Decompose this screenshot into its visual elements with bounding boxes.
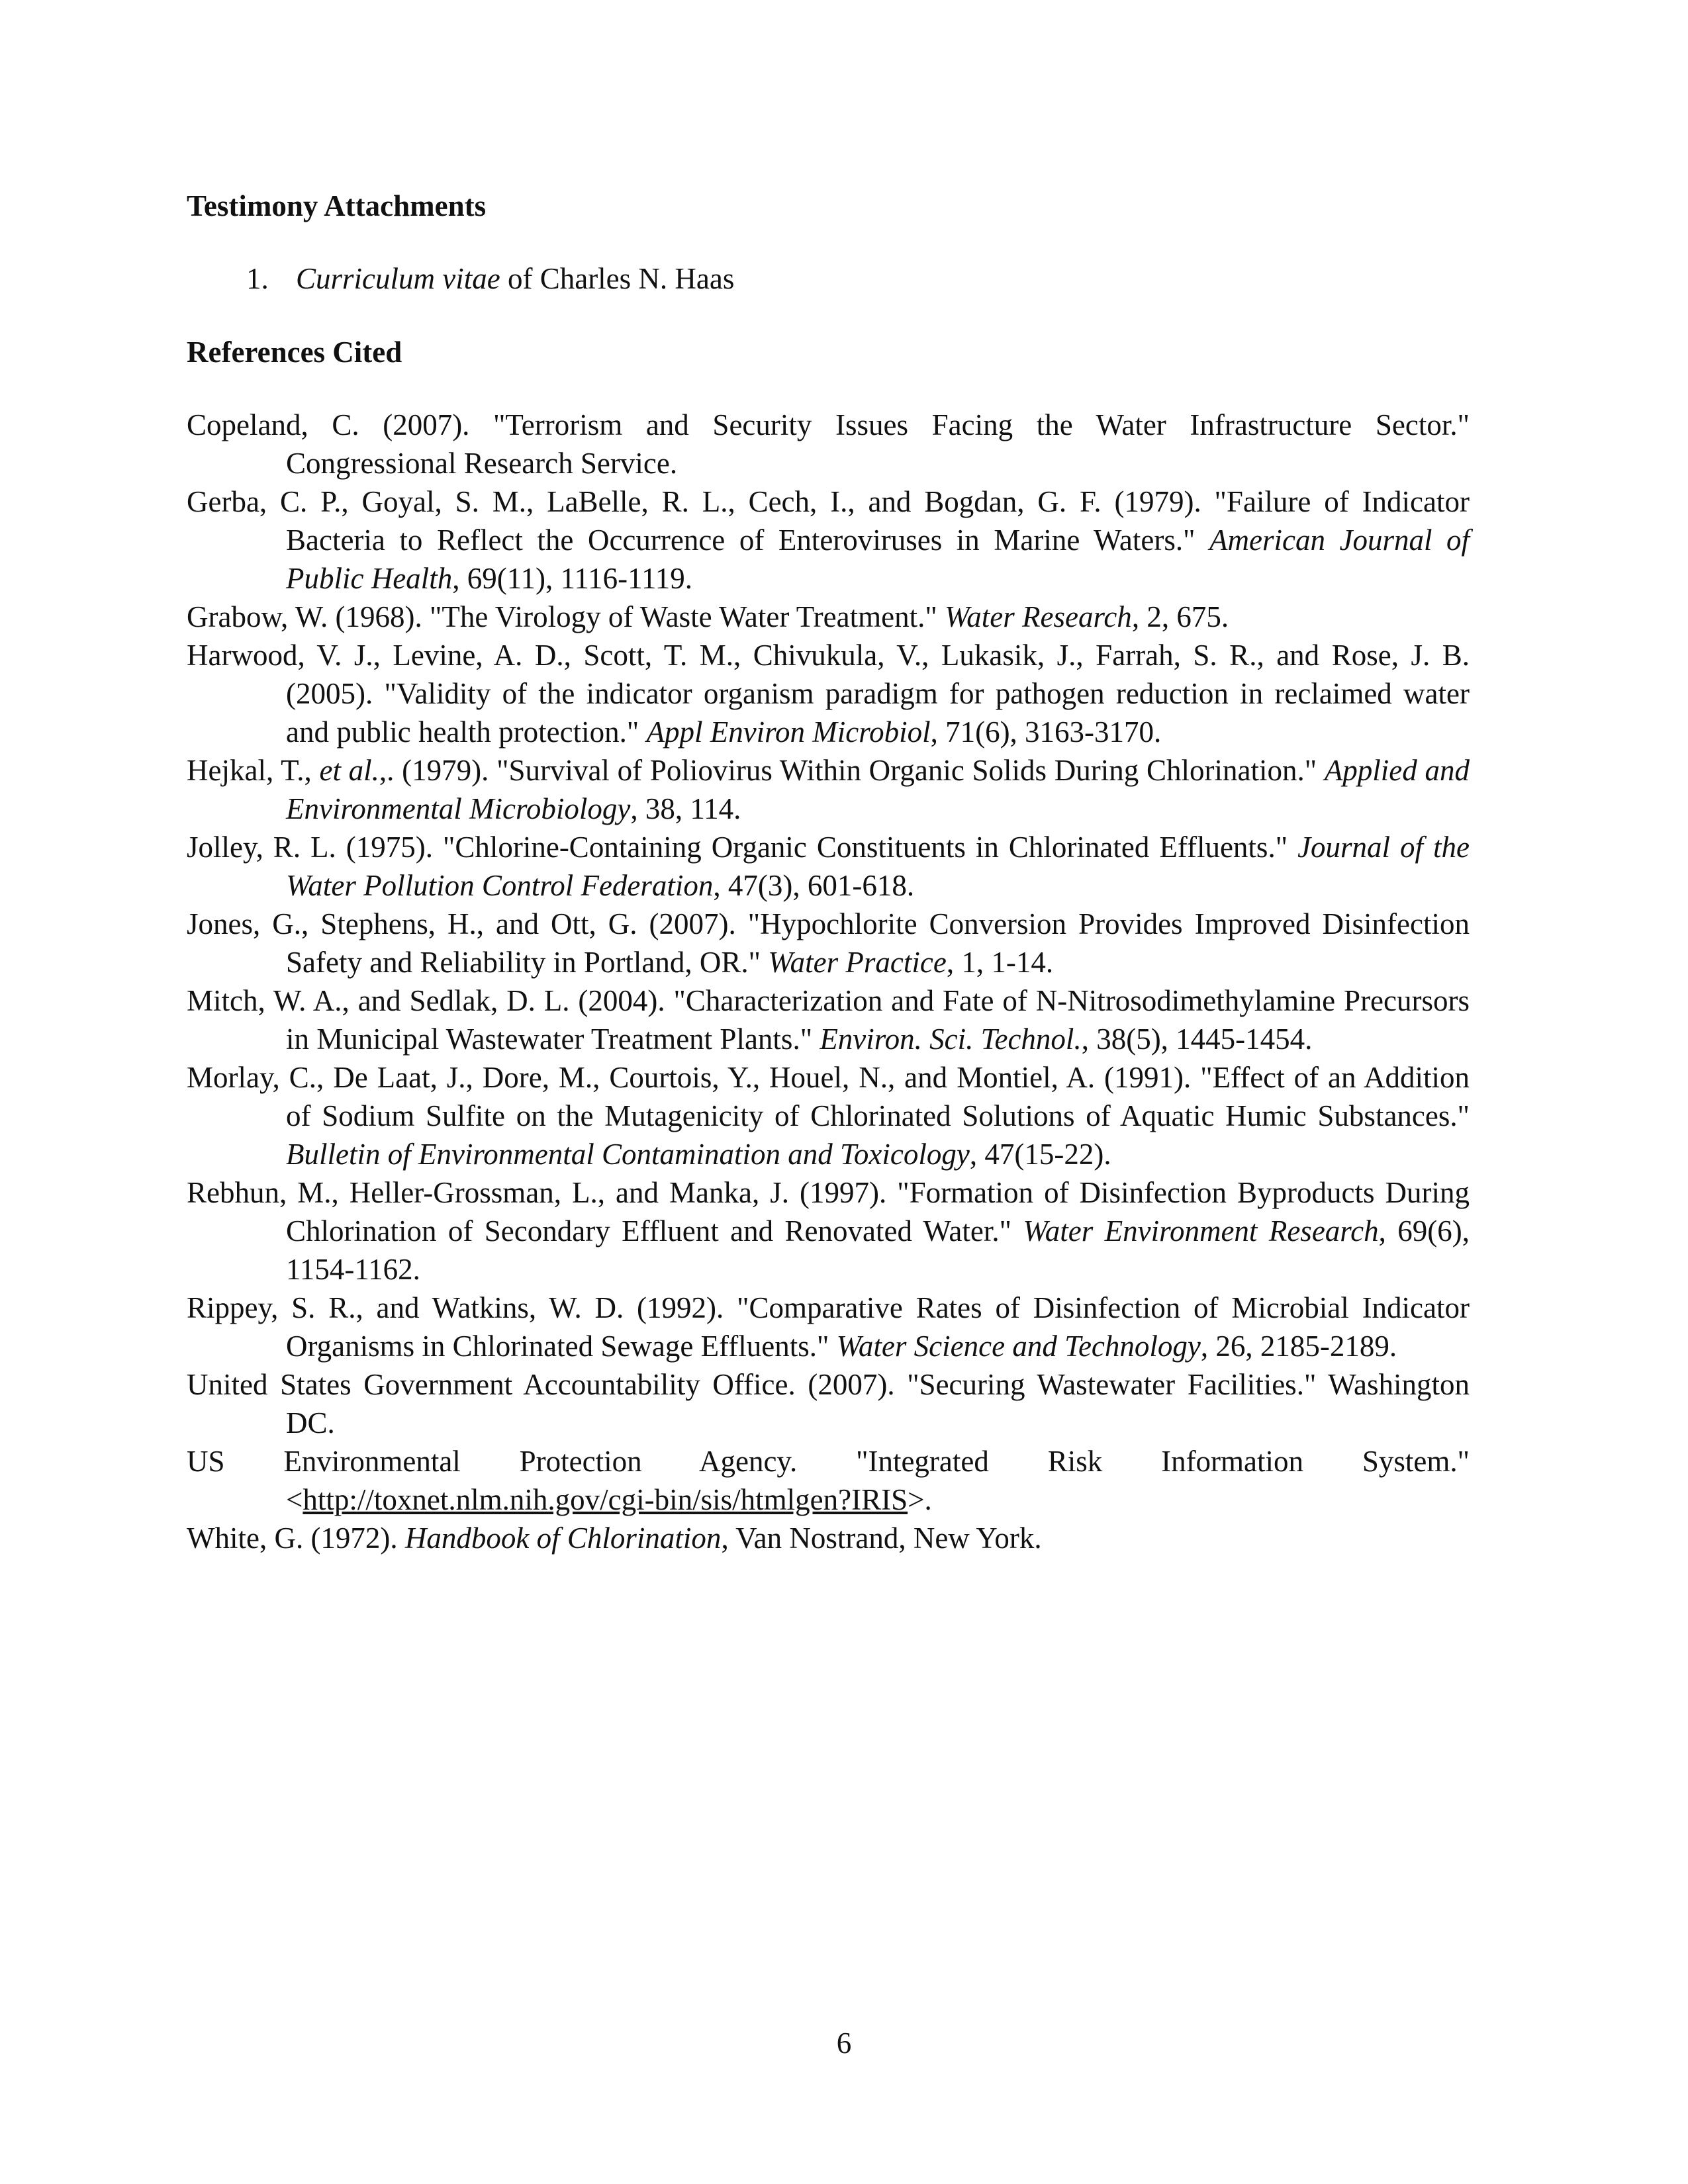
reference-details: , 69(6), 1154-1162.	[286, 1214, 1470, 1286]
reference-details: , 1, 1-14.	[946, 946, 1054, 979]
attachments-list	[187, 259, 1470, 298]
reference-text: Copeland, C. (2007). "Terrorism and Security Issues Facing the Water Infrastructure Sector." Congressional Research Service.	[187, 408, 1470, 480]
reference-details: , 47(15-22).	[969, 1138, 1111, 1171]
reference-mitch-2004	[187, 981, 1470, 1058]
reference-text: United States Government Accountability Office. (2007). "Securing Wastewater Facilities." Washington DC.	[187, 1368, 1470, 1439]
reference-source: Applied and Environmental Microbiology	[286, 754, 1470, 825]
reference-copeland-2007	[187, 406, 1470, 482]
reference-text: Gerba, C. P., Goyal, S. M., LaBelle, R. L., Cech, I., and Bogdan, G. F. (1979). "Failure of Indicator Bacteria to Reflect the Occurrence of Enteroviruses in Marine Waters."	[187, 485, 1470, 557]
reference-text: ,. (1979). "Survival of Poliovirus Within Organic Solids During Chlorination."	[379, 754, 1325, 787]
reference-text: Grabow, W. (1968). "The Virology of Waste Water Treatment."	[187, 600, 945, 633]
reference-jones-2007	[187, 905, 1470, 981]
reference-rippey-1992	[187, 1289, 1470, 1365]
reference-details: >.	[908, 1483, 932, 1516]
reference-source: Appl Environ Microbiol	[646, 715, 931, 749]
reference-details: , 69(11), 1116-1119.	[452, 562, 693, 595]
attachment-title-italic: Curriculum vitae	[296, 262, 500, 295]
page-number: 6	[836, 2026, 852, 2060]
reference-source: Water Science and Technology	[836, 1330, 1201, 1363]
reference-source: Bulletin of Environmental Contamination and Toxicology	[286, 1138, 970, 1171]
reference-text: Hejkal, T.,	[187, 754, 320, 787]
reference-source: American Journal of Public Health	[286, 523, 1470, 595]
reference-rebhun-1997	[187, 1173, 1470, 1289]
reference-source: Water Research	[944, 600, 1132, 633]
reference-details: , 26, 2185-2189.	[1200, 1330, 1397, 1363]
attachments-heading: Testimony Attachments	[187, 189, 487, 222]
reference-details: , 47(3), 601-618.	[713, 869, 915, 902]
reference-details: , 38(5), 1445-1454.	[1081, 1023, 1313, 1056]
attachment-item	[187, 259, 1470, 298]
reference-white-1972	[187, 1519, 1470, 1557]
reference-et-al: et al.	[319, 754, 379, 787]
reference-text: Jones, G., Stephens, H., and Ott, G. (2007). "Hypochlorite Conversion Provides Improved Disinfection Safety and Reliability in Portland, OR."	[187, 907, 1470, 979]
reference-hejkal-1979	[187, 751, 1470, 828]
reference-source: Water Environment Research	[1023, 1214, 1379, 1248]
reference-text: US Environmental Protection Agency. "Integrated Risk Information System." <	[187, 1445, 1470, 1516]
reference-text: Harwood, V. J., Levine, A. D., Scott, T. M., Chivukula, V., Lukasik, J., Farrah, S. R., and Rose, J. B. (2005). "Validity of the indicator organism paradigm for pathogen reduction in reclaimed water and public health protection."	[187, 639, 1470, 749]
reference-details: , Van Nostrand, New York.	[721, 1522, 1042, 1555]
reference-text: Rippey, S. R., and Watkins, W. D. (1992). "Comparative Rates of Disinfection of Microbial Indicator Organisms in Chlorinated Sewage Effluents."	[187, 1291, 1470, 1363]
page-content	[187, 187, 1470, 1557]
reference-details: , 71(6), 3163-3170.	[930, 715, 1162, 749]
reference-details: , 38, 114.	[630, 792, 741, 825]
reference-text: Mitch, W. A., and Sedlak, D. L. (2004). "Characterization and Fate of N-Nitrosodimethylamine Precursors in Municipal Wastewater Treatment Plants."	[187, 984, 1470, 1056]
reference-source: Journal of the Water Pollution Control Federation	[286, 831, 1470, 902]
reference-text: Morlay, C., De Laat, J., Dore, M., Courtois, Y., Houel, N., and Montiel, A. (1991). "Effect of an Addition of Sodium Sulfite on the Mutagenicity of Chlorinated Solutions of Aquatic Humic Substances."	[187, 1061, 1470, 1132]
reference-jolley-1975	[187, 828, 1470, 905]
attachment-number: 1.	[246, 262, 269, 295]
reference-source: Environ. Sci. Technol.	[820, 1023, 1082, 1056]
reference-harwood-2005	[187, 636, 1470, 751]
references-heading: References Cited	[187, 336, 402, 369]
reference-grabow-1968	[187, 598, 1470, 636]
reference-gerba-1979	[187, 482, 1470, 598]
attachment-title-rest: of Charles N. Haas	[500, 262, 735, 295]
reference-source: Handbook of Chlorination	[404, 1522, 722, 1555]
reference-epa-iris	[187, 1442, 1470, 1519]
reference-text: Rebhun, M., Heller-Grossman, L., and Manka, J. (1997). "Formation of Disinfection Byproducts During Chlorination of Secondary Effluent and Renovated Water."	[187, 1176, 1470, 1248]
reference-gao-2007	[187, 1365, 1470, 1442]
reference-details: , 2, 675.	[1131, 600, 1229, 633]
reference-text: White, G. (1972).	[187, 1522, 405, 1555]
reference-text: Jolley, R. L. (1975). "Chlorine-Containing Organic Constituents in Chlorinated Effluents."	[187, 831, 1298, 864]
reference-morlay-1991	[187, 1058, 1470, 1173]
iris-url-link[interactable]: http://toxnet.nlm.nih.gov/cgi-bin/sis/htmlgen?IRIS	[303, 1483, 908, 1516]
reference-source: Water Practice	[768, 946, 947, 979]
references-list	[187, 406, 1470, 1557]
